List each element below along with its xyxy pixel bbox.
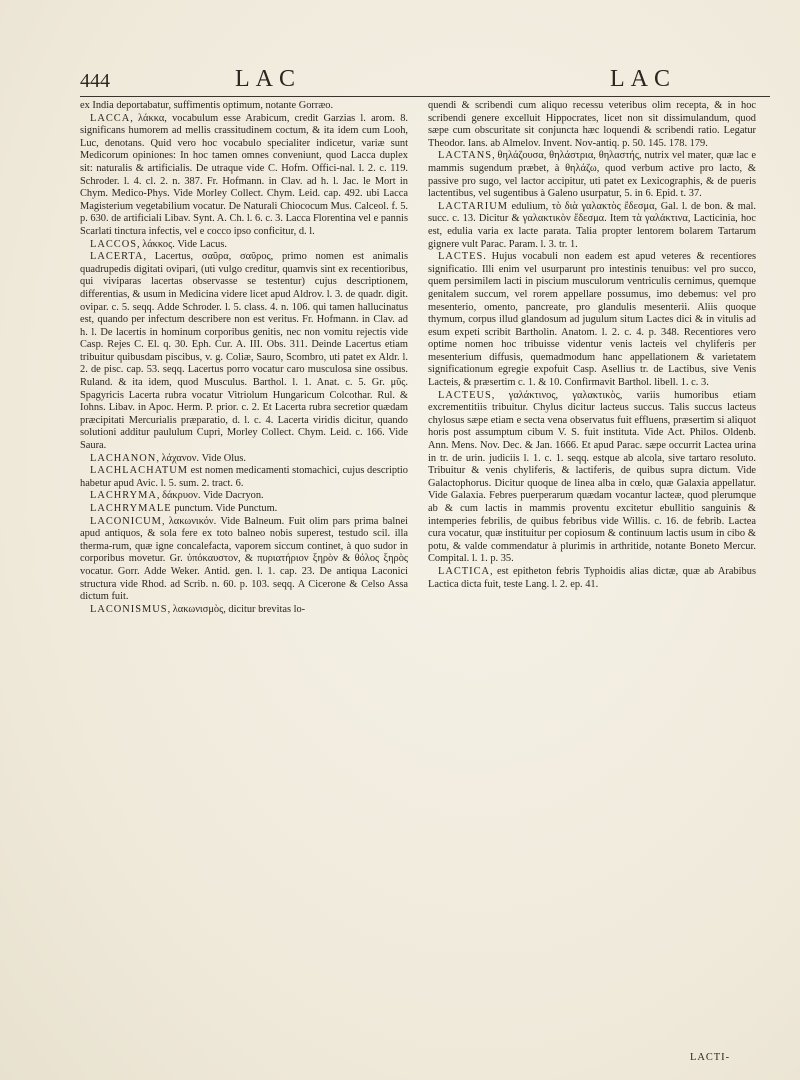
entry-text: , λάκκος. Vide Lacus. bbox=[137, 238, 228, 250]
entry-lemma: LACTICA bbox=[438, 565, 491, 577]
entry-lemma: LACERTA bbox=[90, 251, 144, 263]
dictionary-entry bbox=[428, 251, 756, 390]
entry-lemma: LACCOS bbox=[90, 238, 137, 250]
dictionary-entry bbox=[428, 201, 756, 251]
entry-lemma: LACONISMUS bbox=[90, 603, 168, 615]
dictionary-entry bbox=[428, 150, 756, 200]
running-title-left: LAC bbox=[235, 66, 301, 92]
dictionary-entry bbox=[428, 566, 756, 591]
dictionary-entry bbox=[80, 251, 408, 453]
entry-lemma: LACTEUS bbox=[438, 389, 492, 401]
header-rule bbox=[80, 96, 770, 97]
dictionary-entry bbox=[80, 113, 408, 239]
left-column bbox=[80, 100, 408, 616]
entry-lemma: LACHANON bbox=[90, 452, 157, 464]
entry-text: . Hujus vocabuli non eadem est apud veteres & recentiores significatio. Illi enim vel usurparunt pro intestinis tenuibus: vel pro succo, quem persimilem lacti in piscium musculorum ventriculis cernimus, quemque genitalem succum, vel rorem appellare possumus, imo debemus: vel pro mesenterio, omento, pancreate, pro glandulis mesenterii. Aliis quoque thymum, corpus illud glandosum ad jugulum situm Lactes dici & in vitulis ad esum expeti scribit Bartholin. Anatom. l. 2. c. 4. p. 348. Recentiores vero optime nomen hoc tribuisse videntur venis lacteis vel chyliferis per mesenterium diffusis, quemadmodum hanc appellationem & varietatem significationum egregie expofuit Casp. Asellius tr. de Lactibus, sive Venis Lacteis, & præsertim c. 1. & 10. Confirmavit Barthol. libell. 1. c. 3. bbox=[428, 251, 756, 389]
entry-lemma: LACTARIUM bbox=[438, 200, 508, 212]
dictionary-entry bbox=[80, 465, 408, 490]
entry-lemma: LACONICUM bbox=[90, 515, 162, 527]
entry-text: , Lacertus, σαῦρα, σαῦρος, primo nomen est animalis quadrupedis digitati ovipari, (uti vulgo creditur, quamvis sint ex recentioribus, qui viviparas lacertas observasse se testentur) cujus descriptionem, differentias, & usum in Medicina videre licet apud Aldrov. l. 3. de quadr. digit. ovipar. c. 5. seqq. Adde Schroder. l. 5. class. 4. n. 106. qui tamen hallucinatus est, quando per infectum describere non est veritus. Fr. Hofmann. in Clav. ad h. l. De lacertis in hominum corporibus genitis, nec non vomitu rejectis vide Casp. Rejes C. El. q. 30. Eph. Cur. A. III. Obs. 311. Deinde Lacertus etiam tribuitur quibusdam piscibus, v. g. Coliæ, Sauro, Scombro, uti patet ex Aldr. l. 2. de pisc. cap. 53. seqq. Lacertus porro vocatur caro musculosa sine ossibus. Ruland. & ita idem, quod Musculus. Barthol. l. 1. Anat. c. 5. Gr. μῦς. Spagyricis Lacerta rubra vocatur Vitriolum Hungaricum Colcothar. Rul. & Iohns. Libav. in Apoc. Herm. P. prior. c. 2. Et Lacerta rubra secretior quædam præcipitati Mercurialis præparatio, d. l. c. 4. Lacerta viridis dicitur, quando solutioni additur paululum Cupri, Morley Collect. Chym. Leid. c. 166. Vide Saura. bbox=[80, 251, 408, 452]
dictionary-entry bbox=[80, 453, 408, 466]
entry-text: edulium, τὸ διὰ γαλακτὸς ἔδεσμα, Gal. l. de bon. & mal. succ. c. 13. Dicitur & γαλακτικὸν ἔδεσμα. Item τὰ γαλάκτινα, Lacticinia, hoc est, edulia varia ex lacte parata. Talia propter lentorem bolarem Tartarum gignere vult Parac. Param. l. 3. tr. 1. bbox=[428, 200, 756, 250]
entry-text: , γαλάκτινος, γαλακτικὸς, variis humoribus etiam excrementitiis tribuitur. Chylus dicitur lacteus succus. Talis succus lacteus chylosus sæpe etiam e secta vena observatus fuit effluens, præsertim si aliquot horis post assumptum cibum V. S. fuit instituta. Vide Act. Philos. Oldenb. Ann. Mens. Nov. Dec. & Jan. 1666. Et apud Parac. sæpe occurrit Lactea urina in tr. de urin. judiciis l. 1. c. 1. seqq. estque ab alcola, sive tartaro resoluto. Tribuitur & venis chyliferis, & lactiferis, de quibus supra dictum. Vide Galactophorus. Dicitur quoque de linea alba in cœlo, quæ Galaxia appellatur. Vide Galaxia. Febres puerperarum quædam vocantur lacteæ, quod plerumque ab & cum lactis in mammis proventu excitetur ebullitio sanguinis & intemperies febrilis, de quibus febribus vide Willis. c. 16. de febrib. Lactea cura vocatur, quæ instituitur per copiosum & continuum lactis usum in cibo & potu, & valde commendatur à plurimis in arthritide, notante Boneto Mercur. Compital. l. 1. p. 35. bbox=[428, 389, 756, 565]
entry-lemma: LACHLACHATUM bbox=[90, 465, 189, 477]
dictionary-entry bbox=[80, 239, 408, 252]
entry-text: ex India deportabatur, suffimentis optimum, notante Gorræo. bbox=[80, 100, 334, 111]
entry-text: est nomen medicamenti stomachici, cujus descriptio habetur apud Avic. l. 5. sum. 2. tract. 6. bbox=[80, 465, 408, 489]
entry-lemma: LACHRYMALE bbox=[90, 503, 172, 514]
entry-text: , δάκρυον. Vide Dacryon. bbox=[156, 490, 264, 502]
entry-lemma: LACTES bbox=[438, 251, 484, 263]
entry-text: , λακωνικόν. Vide Balneum. Fuit olim pars prima balnei apud antiquos, & sola fere ex toto balneo nobis superest, testudo scil. illa therma-rum, quæ igne concalefacta, vaporem siccum continet, à quo sudor in corporibus movetur. Gr. ὑπόκαυστον, & πυριατήριον ξηρὸν & θόλος ξηρὸς vocatur. Gorr. Adde Weker. Antid. gen. l. 1. cap. 23. De antiqua Laconici structura vide Rhod. ad Scrib. n. 60. p. 103. seqq. A Cicerone & Celso Assa dictum fuit. bbox=[80, 515, 408, 603]
dictionary-entry bbox=[428, 390, 756, 566]
entry-text: , λακωνισμὸς, dicitur brevitas lo- bbox=[167, 603, 306, 615]
entry-lemma: LACTANS bbox=[438, 150, 493, 162]
entry-text: , λάχανον. Vide Olus. bbox=[156, 452, 247, 464]
running-header bbox=[80, 62, 770, 96]
entry-text: quendi & scribendi cum aliquo recessu veteribus olim recepta, & in hoc scribendi genere excelluit Hippocrates, licet non sit dissimulandum, quod sæpe cum obscuritate sit conjuncta hæc loquendi & scribendi ratio. Legatur Theodor. Ians. ab Almelov. Invent. Nov-antiq. p. 50. 145. 178. 179. bbox=[428, 100, 756, 149]
entry-text: , λάκκα, vocabulum esse Arabicum, credit Garzias l. arom. 8. significans humorem ad mellis crassitudinem coctum, & ita idem cum Looh, Luc, denotans. Quid vero hoc vocabulo specialiter indicetur, variæ sunt Medicorum opiniones: In hoc tamen omnes conveniunt, quod Lacca duplex sit: naturalis & artificialis. De utraque vide C. Hofm. Offici-nal. l. 2. c. 119. Schroder. l. 4. cl. 2. n. 387. Fr. Hofmann. in Clav. ad h. l. Jac. le Mort in Chym. Medico-Phys. Vide Morley Collect. Chym. Leid. cap. 492. ubi Lacca Magisterium vegetabilium vocatur. De Naturali Chiococum Mus. Calceol. f. 5. p. 630. de artificiali Libav. Synt. A. Ch. l. 6. c. 3. Lacca Florentina vel e pannis Scarlati tinctura infectis, vel e cocco ipso conficitur, d. l. bbox=[80, 112, 408, 237]
entry-lemma: LACCA bbox=[90, 112, 131, 124]
dictionary-entry bbox=[80, 604, 408, 617]
running-title-right: LAC bbox=[610, 66, 676, 92]
dictionary-entry bbox=[80, 100, 408, 113]
page-number: 444 bbox=[80, 70, 110, 92]
dictionary-entry bbox=[80, 516, 408, 604]
entry-text: punctum. Vide Punctum. bbox=[171, 503, 278, 514]
dictionary-entry bbox=[80, 503, 408, 516]
entry-lemma: LACHRYMA bbox=[90, 490, 157, 502]
dictionary-entry bbox=[80, 490, 408, 503]
entry-text: , est epitheton febris Typhoidis alias dictæ, quæ ab Arabibus Lactica dicta fuit, teste Lang. l. 2. ep. 41. bbox=[428, 565, 756, 590]
dictionary-entry bbox=[428, 100, 756, 150]
catchword: LACTI- bbox=[690, 1052, 731, 1063]
right-column bbox=[428, 100, 756, 591]
entry-text: , θηλάζουσα, θηλάστρια, θηλαστής, nutrix vel mater, quæ lac e mammis sugendum præbet, à θηλάζω, quod verbum active pro lacto, & passive pro sugo, vel lactor accipitur, uti patet ex Lexicographis, & de pueris lactentibus, vel sugentibus à Galeno usurpatur, 5. in 6. Epid. t. 37. bbox=[428, 150, 756, 200]
